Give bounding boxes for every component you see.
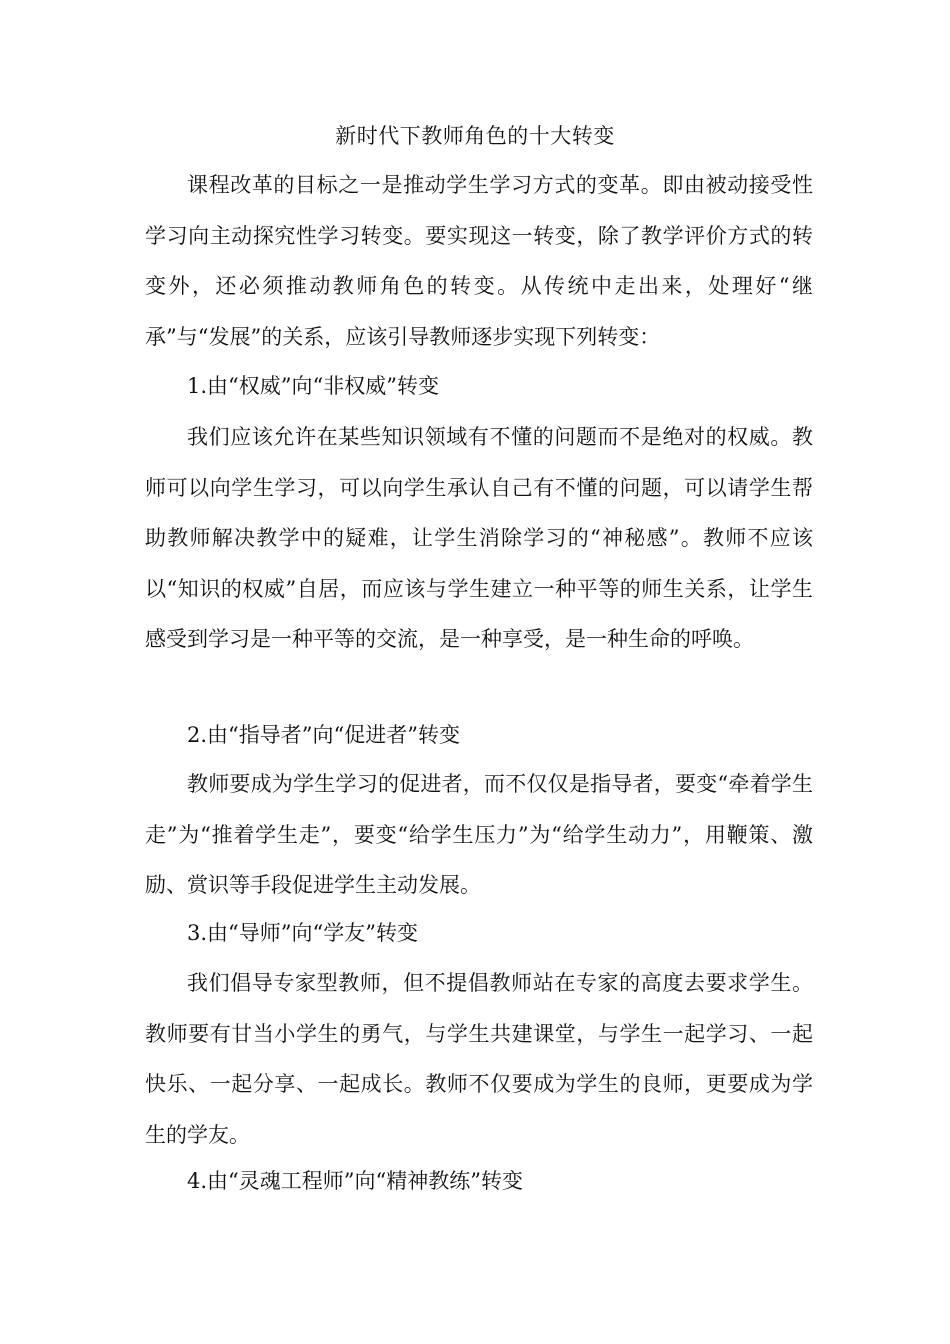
intro-paragraph-block (145, 160, 813, 362)
section-heading-1: 1.由“权威”向“非权威”转变 (187, 374, 439, 398)
section-body-2: 教师要成为学生学习的促进者，而不仅仅是指导者，要变“牵着学生走”为“推着学生走”，要变“给学生压力”为“给学生动力”，用鞭策、激励、赏识等手段促进学生主动发展。 (145, 772, 813, 897)
section-body-1: 我们应该允许在某些知识领域有不懂的问题而不是绝对的权威。教师可以向学生学习，可以向学生承认自己有不懂的问题，可以请学生帮助教师解决教学中的疑难，让学生消除学习的“神秘感”。教师不应该以“知识的权威”自居，而应该与学生建立一种平等的师生关系，让学生感受到学习是一种平等的交流，是一种享受，是一种生命的呼唤。 (145, 425, 813, 651)
section-body-block-3 (145, 958, 813, 1160)
section-heading-2: 2.由“指导者”向“促进者”转变 (187, 723, 460, 747)
document-title: 新时代下教师角色的十大转变 (335, 124, 615, 148)
section-heading-3: 3.由“导师”向“学友”转变 (187, 921, 418, 945)
section-body-block-1 (145, 412, 813, 665)
section-body-block-2 (145, 759, 813, 911)
intro-paragraph: 课程改革的目标之一是推动学生学习方式的变革。即由被动接受性学习向主动探究性学习转变。要实现这一转变，除了教学评价方式的转变外，还必须推动教师角色的转变。从传统中走出来，处理好“继承”与“发展”的关系，应该引导教师逐步实现下列转变： (145, 173, 813, 349)
section-body-3: 我们倡导专家型教师，但不提倡教师站在专家的高度去要求学生。教师要有甘当小学生的勇气，与学生共建课堂，与学生一起学习、一起快乐、一起分享、一起成长。教师不仅要成为学生的良师，更要成为学生的学友。 (145, 971, 813, 1147)
section-heading-4: 4.由“灵魂工程师”向“精神教练”转变 (187, 1169, 523, 1193)
